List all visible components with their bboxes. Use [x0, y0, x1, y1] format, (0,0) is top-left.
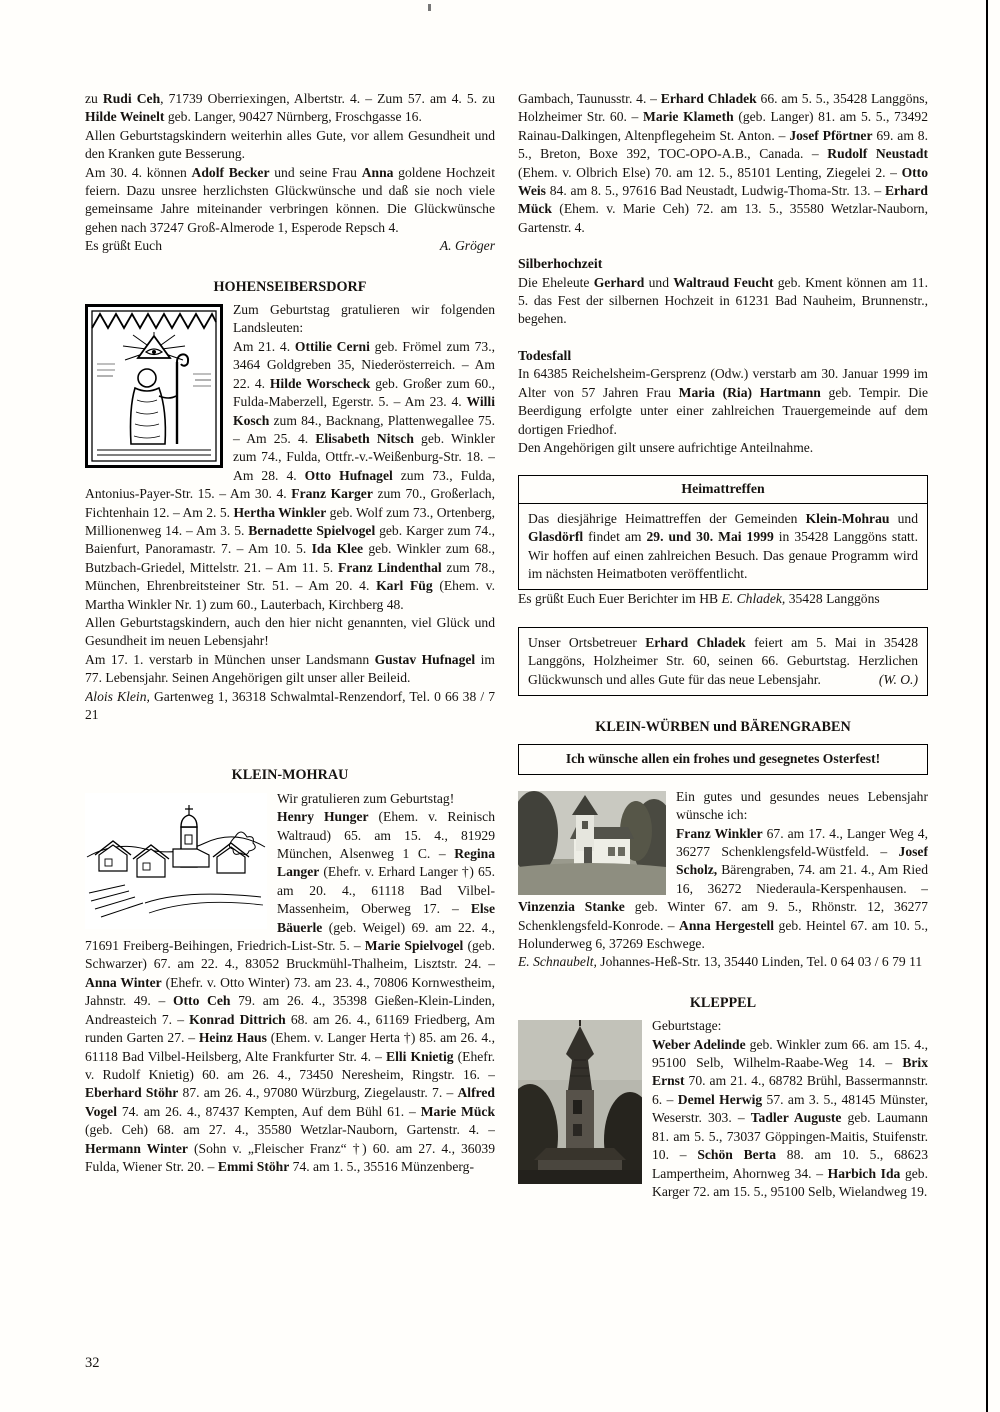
todesfall-body: In 64385 Reichelsheim-Gersprenz (Odw.) verstarb am 30. Januar 1999 im Alter von 57 Jahren Frau Maria (Ria) Hartmann geb. Tempir. Die Beerdigung erfolgte unter einer zahlreichen Trauergemeinde auf dem dortigen Friedhof.: [518, 366, 929, 437]
hohenseibersdorf-wishes: Allen Geburtstagskindern, auch den hier nicht genannten, viel Glück und Gesundheit im neuen Lebensjahr!: [85, 614, 495, 649]
section-heading-klein-mohrau: KLEIN-MOHRAU: [231, 767, 349, 784]
right-column: [518, 90, 928, 1201]
two-column-layout: [85, 90, 930, 1201]
section-klein-wuerben: [518, 788, 928, 972]
todesfall-condolence: Den Angehörigen gilt unsere aufrichtige Anteilnahme.: [518, 439, 814, 455]
signature-row: [85, 237, 495, 255]
klein-wuerben-intro: Ein gutes und gesundes neues Lebensjahr wünsche ich:: [676, 788, 928, 823]
heading-todesfall: Todesfall: [518, 347, 572, 363]
heimattreffen-box: [518, 475, 928, 590]
kleppel-tower-image: [518, 1020, 642, 1184]
silberhochzeit-body: Die Eheleute Gerhard und Waltraud Feucht geb. Kment können am 11. 5. das Fest der silbernen Hochzeit in 61231 Bad Nauheim, Brunnenstr., begehen.: [518, 274, 929, 327]
hohenseibersdorf-intro: Zum Geburtstag gratulieren wir folgenden Landsleuten:: [233, 302, 495, 336]
kleppel-birthday-list: Weber Adelinde geb. Winkler zum 66. am 15. 4., 95100 Selb, Wilhelm-Raabe-Weg 14. – Brix Ernst 70. am 21. 4., 68782 Brühl, Bassermannstr. 6. – Demel Herwig 57. am 3. 5., 48145 Münster, Weserstr. 303. – Tadler Auguste geb. Laumann 81. am 5. 5., 73037 Göppingen-Maitis, Stuifenstr. 10. – Schön Berta 88. am 10. 5., 68623 Lampertheim, Ahornweg 34. – Harbich Ida geb. Karger 72. am 15. 5., 95100 Selb, Wielandweg 19.: [652, 1036, 928, 1199]
hohenseibersdorf-birthday-list: Am 21. 4. Ottilie Cerni geb. Frömel zum 73., 3464 Goldgreben 35, Niederösterreich. – Am 22. 4. Hilde Worscheck geb. Großer zum 60., Fulda-Maberzell, Egerstr. 5. – Am 23. 4. Willi Kosch zum 84., Backnang, Plattenwegallee 75. – Am 25. 4. Elisabeth Nitsch geb. Winkler zum 74., Fulda, Ottfr.-v.-Weißenburg-Str. 18. – Am 28. 4. Otto Hufnagel zum 73., Fulda, Antonius-Payer-Str. 15. – Am 30. 4. Franz Karger zum 70., Großerlach, Fichtenhain 12. – Am 2. 5. Hertha Winkler geb. Wolf zum 73., Ortenberg, Millionenweg 14. – Am 3. 5. Bernadette Spielvogel geb. Karger zum 74., Baienfurt, Panoramastr. 7. – Am 10. 5. Ida Klee geb. Winkler zum 68., Butzbach-Griedel, Mittelstr. 21. – Am 11. 5. Franz Lindenthal zum 78., München, Ehrenbreitsteiner Str. 51. – Am 20. 4. Karl Füg (Ehem. v. Martha Winkler Nr. 1) zum 60., Lauterbach, Kirchberg 48.: [85, 338, 495, 612]
section-heading-hohenseibersdorf: HOHENSEIBERSDORF: [213, 278, 367, 295]
klein-mohrau-list-continuation: Gambach, Taunusstr. 4. – Erhard Chladek 66. am 5. 5., 35428 Langgöns, Holzheimer Str. 60. – Marie Klameth (geb. Langer) 81. am 5. 5., 73492 Rainau-Dalkingen, Altenpflegeheim St. Anton. – Josef Pförtner 69. am 8. 5., Breton, Boxe 392, TOC-OPO-A.B., Canada. – Rudolf Neustadt (Ehem. v. Olbrich Else) 70. am 12. 5., 85101 Lenting, Ziegelei 2. – Otto Weis 84. am 8. 5., 97616 Bad Neustadt, Ludwig-Thoma-Str. 13. – Erhard Mück (Ehem. v. Marie Ceh) 72. am 13. 5., 35580 Wetzlar-Nauborn, Gartenstr. 4.: [518, 91, 929, 235]
section-kleppel: [518, 1017, 928, 1201]
ortsbetreuer-body: Unser Ortsbetreuer Erhard Chladek feiert am 5. Mai in 35428 Langgöns, Holzheimer Str. 60, seinen 66. Geburtstag. Herzlichen Glückwunsch und alles Gute für das neue Lebensjahr.: [528, 634, 918, 687]
hohenseibersdorf-emblem-image: [85, 304, 223, 468]
intro-continued-paragraph: zu Rudi Ceh, 71739 Oberriexingen, Albertstr. 4. – Zum 57. am 4. 5. zu Hilde Weinelt geb. Langer, 90427 Nürnberg, Froschgasse 16.: [85, 91, 496, 125]
section-hohenseibersdorf: [85, 301, 495, 724]
section-klein-mohrau: [85, 790, 495, 1177]
page-number: 32: [85, 1355, 100, 1371]
klein-mohrau-intro: Wir gratulieren zum Geburtstag!: [277, 790, 455, 806]
klein-wuerben-contact: E. Schnaubelt, Johannes-Heß-Str. 13, 35440 Linden, Tel. 0 64 03 / 6 79 11: [518, 954, 923, 970]
heading-silberhochzeit: Silberhochzeit: [518, 256, 603, 272]
section-heading-kleppel: KLEPPEL: [689, 994, 757, 1011]
registration-mark: [428, 4, 431, 11]
klein-mohrau-birthday-list: Henry Hunger (Ehem. v. Reinisch Waltraud) 65. am 15. 4., 81929 München, Alsenweg 1 C. – Regina Langer (Ehefr. v. Erhard Langer †) 65. am 20. 4., 61118 Bad Vilbel-Massenheim, Oberweg 17. – Else Bäuerle (geb. Weigel) 69. am 22. 4., 71691 Freiberg-Beihingen, Friedrich-List-Str. 5. – Marie Spielvogel (geb. Schwarzer) 67. am 22. 4., 83052 Bruckmühl-Thalheim, Lisztstr. 24. – Anna Winter (Ehefr. v. Otto Winter) 73. am 23. 4., 70806 Kornwestheim, Jahnstr. 49. – Otto Ceh 79. am 26. 4., 35398 Gießen-Klein-Linden, Andreasteich 7. – Konrad Dittrich 68. am 26. 4., 61169 Friedberg, Am runden Garten 27. – Heinz Haus (Ehem. v. Langer Herta †) 85. am 26. 4., 61118 Bad Vilbel-Heilsberg, Alte Frankfurter Str. 4. – Elli Knietig (Ehefr. v. Rudolf Knietig) 60. am 26. 4., 73450 Neresheim, Ringstr. 16. – Eberhard Stöhr 87. am 26. 4., 97080 Würzburg, Ziegelaustr. 7. – Alfred Vogel 74. am 26. 4., 87437 Kempten, Auf dem Bühl 61. – Marie Mück (geb. Ceh) 68. am 27. 4., 35580 Wetzlar-Nauborn, Gartenstr. 4. – Hermann Winter (Sohn v. „Fleischer Franz“ †) 60. am 27. 4., 36039 Fulda, Wiener Str. 20. – Emmi Stöhr 74. am 1. 5., 35516 Münzenberg-: [85, 809, 495, 1174]
ortsbetreuer-signature: (W. O.): [878, 671, 918, 687]
heimattreffen-heading: Heimattreffen: [519, 476, 927, 503]
hohenseibersdorf-contact: Alois Klein, Gartenweg 1, 36318 Schwalmtal-Renzendorf, Tel. 0 66 38 / 7 21: [85, 688, 495, 722]
left-column: [85, 90, 495, 1176]
right-edge-rule: [986, 0, 988, 1412]
hohenseibersdorf-obituary: Am 17. 1. verstarb in München unser Landsmann Gustav Hufnagel im 77. Lebensjahr. Seinen Angehörigen gilt unser aller Beileid.: [85, 651, 495, 686]
klein-mohrau-village-image: [85, 793, 267, 929]
heimattreffen-body: Das diesjährige Heimattreffen der Gemeinden Klein-Mohrau und Glasdörfl findet am 29. und 30. Mai 1999 in 35428 Langgöns statt. Wir hoffen auf einen zahlreichen Besuch. Das genaue Programm wird im nächsten Heimatboten veröffentlicht.: [528, 510, 918, 581]
berichter-paragraph: Es grüßt Euch Euer Berichter im HB E. Chladek, 35428 Langgöns: [518, 591, 880, 607]
ortsbetreuer-box: [518, 627, 928, 696]
kleppel-intro: Geburtstage:: [652, 1018, 722, 1034]
klein-wuerben-birthday-list: Franz Winkler 67. am 17. 4., Langer Weg 4, 36277 Schenklengsfeld-Wüstfeld. – Josef Scholz, Bärengraben, 74. am 21. 4., Am Ried 16, 36272 Niederaula-Kerspenhausen. – Vinzenzia Stanke geb. Winter 67. am 9. 5., Rhönstr. 12, 36277 Schenklengsfeld-Konrode. – Anna Hergestell geb. Heintel 67. am 10. 5., Holunderweg 6, 37269 Eschwege.: [518, 825, 928, 952]
golden-wedding-paragraph: Am 30. 4. können Adolf Becker und seine Frau Anna goldene Hochzeit feiern. Dazu unsree herzlichsten Glückwünsche und daß sie noch viele gemeinsame Jahre miteinander verbringen können. Die Glückwünsche gehen nach 37247 Groß-Almerode 1, Esperode Repsch 4.: [85, 164, 495, 235]
klein-wuerben-church-image: [518, 791, 666, 895]
closing-text: Es grüßt Euch: [85, 238, 163, 254]
section-heading-klein-wuerben: KLEIN-WÜRBEN und BÄRENGRABEN: [595, 718, 851, 735]
author-signature: A. Gröger: [439, 238, 495, 254]
osterfest-banner: Ich wünsche allen ein frohes und gesegnetes Osterfest!: [518, 744, 928, 774]
intro-wishes-paragraph: Allen Geburtstagskindern weiterhin alles Gute, vor allem Gesundheit und den Kranken gute Besserung.: [85, 127, 495, 162]
